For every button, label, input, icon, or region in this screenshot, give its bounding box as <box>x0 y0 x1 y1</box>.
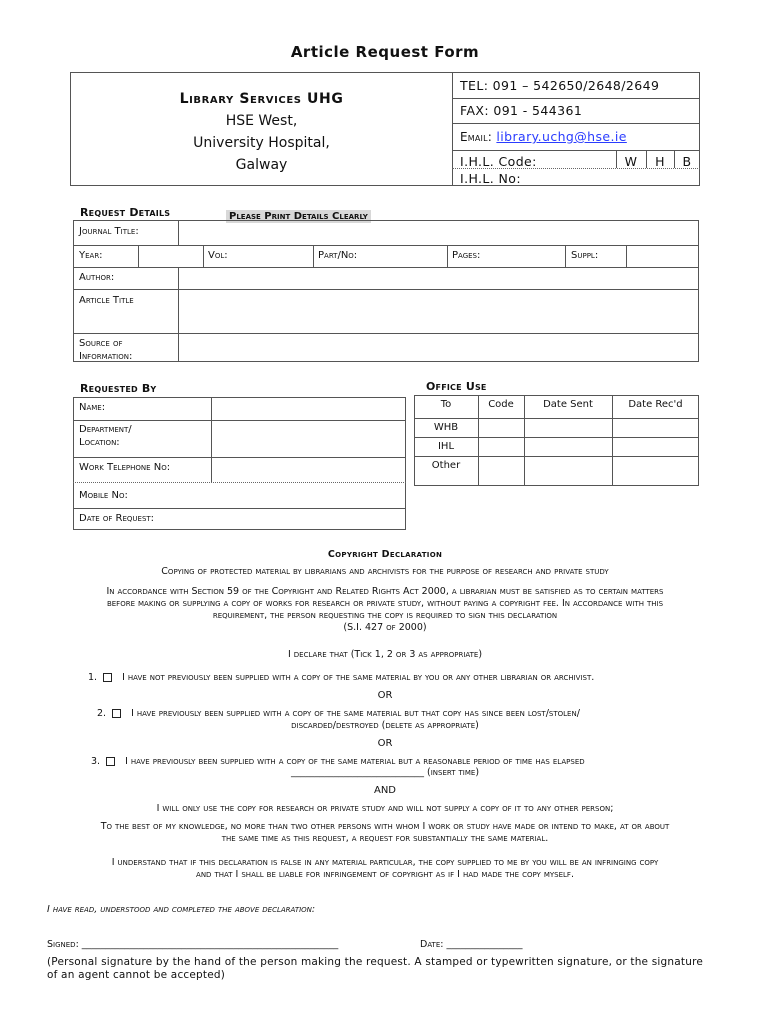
option-3-number: 3. <box>91 756 101 767</box>
page-title: Article Request Form <box>290 43 480 61</box>
tel-number: TEL: 091 – 542650/2648/2649 <box>460 78 660 93</box>
fax-number: FAX: 091 - 544361 <box>460 103 583 118</box>
option-3-text-b: ____________________________ (insert time) <box>290 767 480 778</box>
option-3-text-a: I have previously been supplied with a copy of the same material but a reasonable period of time has elapsed <box>125 756 585 767</box>
library-name: Library Services UHG <box>179 91 344 107</box>
library-line-3: Galway <box>235 157 288 173</box>
mobile-field[interactable] <box>150 483 405 507</box>
use-statement: I will only use the copy for research or private study and will not supply a copy of it to any other person; <box>156 803 614 814</box>
email-label: Email: <box>460 130 493 144</box>
library-line-2: University Hospital, <box>193 135 330 151</box>
or-2: OR <box>377 738 393 749</box>
ihl-no-label: I.H.L. No: <box>460 171 521 186</box>
library-address <box>71 88 452 176</box>
office-row-other: Other <box>431 460 461 471</box>
declaration-para1-a: In accordance with Section 59 of the Copyright and Related Rights Act 2000, a librarian must be satisfied as to certain matters <box>106 586 664 597</box>
department-label-2: Location: <box>79 437 120 448</box>
article-title-field[interactable] <box>179 290 698 332</box>
declaration-para1-b: before making or supplying a copy of works for research or private study, without paying a copyright fee. In accordance with this <box>106 598 664 609</box>
part-no-label: Part/No: <box>318 250 358 261</box>
office-row-ihl: IHL <box>437 441 455 452</box>
journal-title-label: Journal Title: <box>79 226 139 237</box>
declaration-heading: Copyright Declaration <box>327 549 443 560</box>
name-field[interactable] <box>212 398 405 419</box>
year-label: Year: <box>79 250 103 261</box>
ihl-h: H <box>655 154 665 169</box>
ihl-b: B <box>682 154 692 169</box>
source-label-2: Information: <box>79 351 133 362</box>
read-statement: I have read, understood and completed the above declaration: <box>47 904 316 915</box>
date-of-request-label: Date of Request: <box>79 513 155 524</box>
signed-field[interactable]: Signed: ______________________________________________________ <box>47 939 339 950</box>
signature-note: (Personal signature by the hand of the person making the request. A stamped or typewritten signature, or the signature of an agent cannot be accepted) <box>47 956 704 981</box>
or-1: OR <box>377 690 393 701</box>
request-details-heading: Request Details <box>80 206 171 219</box>
declaration-subheading: Copying of protected material by librarians and archivists for the purpose of research and private study <box>161 566 609 577</box>
date-field[interactable]: Date: ________________ <box>420 939 523 950</box>
office-col-date-sent: Date Sent <box>543 399 593 410</box>
option-1-checkbox[interactable] <box>103 673 112 682</box>
email-link[interactable]: library.uchg@hse.ie <box>496 129 627 144</box>
print-clearly-note: Please Print Details Clearly <box>226 210 371 223</box>
article-title-label: Article Title <box>79 295 134 306</box>
false-statement-a: I understand that if this declaration is false in any material particular, the copy supplied to me by you will be an infringing copy <box>111 857 659 868</box>
suppl-label: Suppl: <box>571 250 599 261</box>
office-col-code: Code <box>488 399 514 410</box>
library-line-1: HSE West, <box>225 113 298 129</box>
name-label: Name: <box>79 402 106 413</box>
declaration-si: (S.I. 427 of 2000) <box>343 622 427 633</box>
source-field[interactable] <box>179 334 698 361</box>
year-field[interactable] <box>139 246 202 266</box>
department-label-1: Department/ <box>79 424 132 435</box>
office-col-date-recd: Date Rec'd <box>628 399 683 410</box>
requested-by-heading: Requested By <box>80 382 157 395</box>
date-of-request-field[interactable] <box>180 509 405 529</box>
journal-title-field[interactable] <box>179 221 698 244</box>
declaration-para1-c: requirement, the person requesting the copy is required to sign this declaration <box>212 610 558 621</box>
and-label: AND <box>373 785 397 796</box>
vol-label: Vol: <box>208 250 228 261</box>
ihl-code-label: I.H.L. Code: <box>460 154 537 169</box>
knowledge-statement-b: the same time as this request, a request for substantially the same material. <box>221 833 549 844</box>
option-2-checkbox[interactable] <box>112 709 121 718</box>
option-2-text-b: discarded/destroyed (delete as appropriate) <box>291 720 479 731</box>
declaration-declare: I declare that (Tick 1, 2 or 3 as appropriate) <box>287 649 483 660</box>
false-statement-b: and that I shall be liable for infringement of copyright as if I had made the copy myself. <box>196 869 574 880</box>
option-1-text: I have not previously been supplied with a copy of the same material by you or any other librarian or archivist. <box>122 672 595 683</box>
option-1-number: 1. <box>88 672 98 683</box>
pages-label: Pages: <box>452 250 481 261</box>
work-telephone-label: Work Telephone No: <box>79 462 171 473</box>
option-2-text-a: I have previously been supplied with a copy of the same material but that copy has since been lost/stolen/ <box>131 708 580 719</box>
option-3-checkbox[interactable] <box>106 757 115 766</box>
office-row-whb: WHB <box>433 422 459 433</box>
knowledge-statement-a: To the best of my knowledge, no more than two other persons with whom I work or study have made or intend to make, at or about <box>100 821 670 832</box>
ihl-w: W <box>624 154 638 169</box>
department-field[interactable] <box>212 421 405 456</box>
office-use-heading: Office Use <box>426 380 487 393</box>
mobile-label: Mobile No: <box>79 490 128 501</box>
author-field[interactable] <box>179 268 698 288</box>
option-2-number: 2. <box>97 708 107 719</box>
author-label: Author: <box>79 272 115 283</box>
work-telephone-field[interactable] <box>212 458 405 481</box>
source-label-1: Source of <box>79 338 123 349</box>
office-col-to: To <box>440 399 452 410</box>
